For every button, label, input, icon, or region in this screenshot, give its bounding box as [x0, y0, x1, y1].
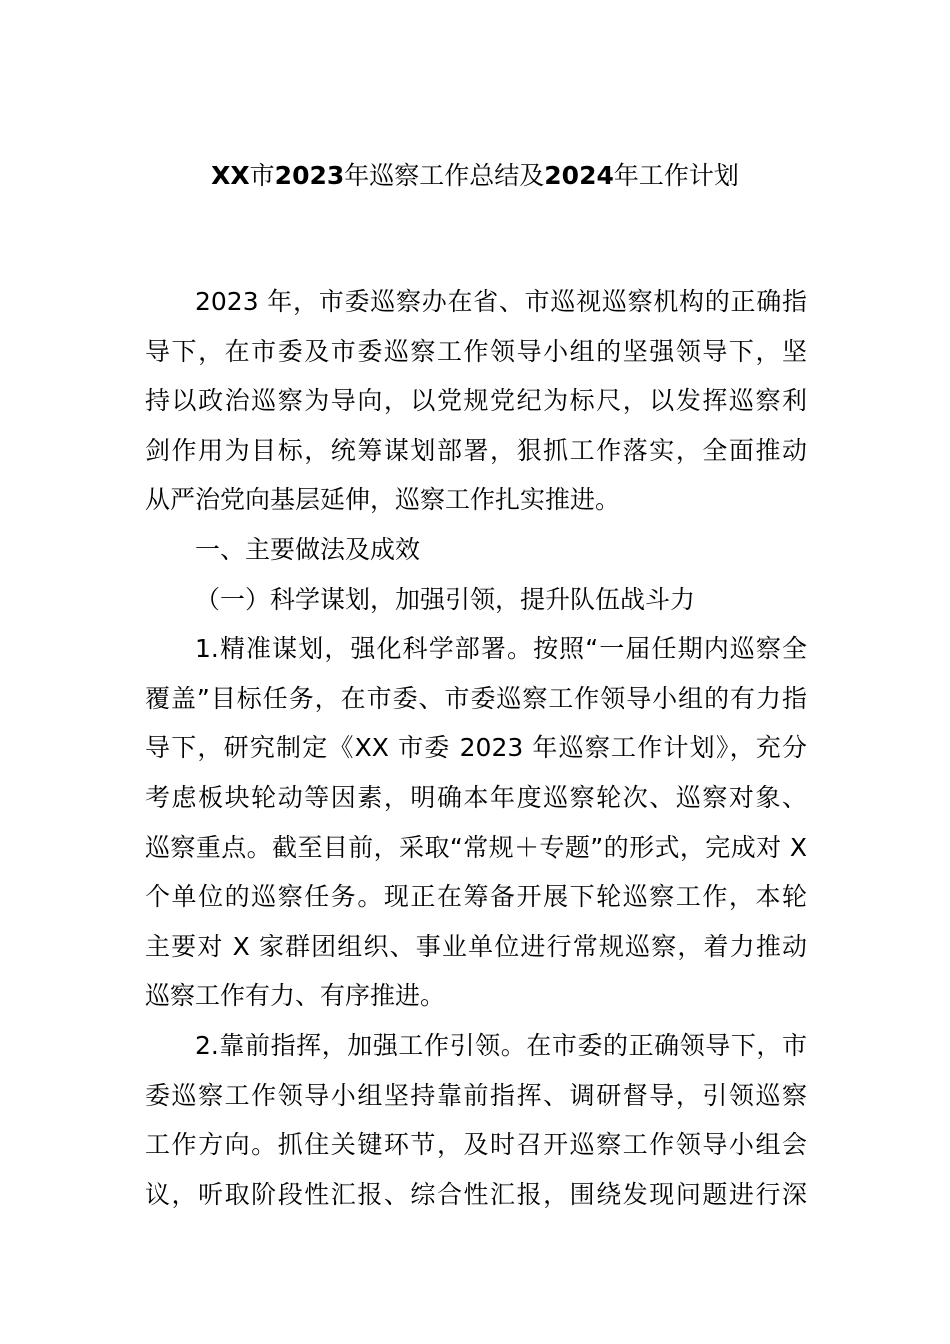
paragraph-line: 覆盖”目标任务，在市委、市委巡察工作领导小组的有力指: [145, 683, 807, 713]
paragraph-line: 导下，在市委及市委巡察工作领导小组的坚强领导下，坚: [145, 336, 807, 366]
paragraph-line: 委巡察工作领导小组坚持靠前指挥、调研督导，引领巡察: [145, 1080, 807, 1110]
paragraph-line: 议，听取阶段性汇报、综合性汇报，围绕发现问题进行深: [145, 1179, 807, 1209]
paragraph-line: 个单位的巡察任务。现正在筹备开展下轮巡察工作，本轮: [145, 882, 807, 912]
paragraph-line: 主要对 X 家群团组织、事业单位进行常规巡察，着力推动: [145, 931, 807, 961]
paragraph-line: 剑作用为目标，统筹谋划部署，狠抓工作落实，全面推动: [145, 435, 807, 465]
paragraph-line: 巡察工作有力、有序推进。: [145, 981, 446, 1011]
paragraph-line: 导下，研究制定《XX 市委 2023 年巡察工作计划》，充分: [145, 733, 807, 763]
paragraph-line: 工作方向。抓住关键环节，及时召开巡察工作领导小组会: [145, 1130, 807, 1160]
title-part-year-2024: 2024: [544, 161, 614, 190]
paragraph-line: 巡察重点。截至目前，采取“常规＋专题”的形式，完成对 X: [145, 832, 807, 862]
title-part-plan: 年工作计划: [613, 161, 739, 190]
title-part-year-2023: 2023: [274, 161, 345, 190]
paragraph-line: 持以政治巡察为导向，以党规党纪为标尺，以发挥巡察利: [145, 386, 807, 416]
title-part-summary: 年巡察工作总结及: [344, 161, 545, 190]
document-title: [0, 158, 950, 194]
title-part-city: 市: [249, 161, 275, 190]
paragraph-line: 1.精准谋划，强化科学部署。按照“一届任期内巡察全: [195, 634, 807, 664]
paragraph-line: 从严治党向基层延伸，巡察工作扎实推进。: [145, 485, 621, 515]
paragraph-line: 2023 年，市委巡察办在省、市巡视巡察机构的正确指: [195, 287, 807, 316]
section-heading: 一、主要做法及成效: [195, 534, 421, 564]
document-body: [145, 277, 807, 1219]
title-part-xx: XX: [211, 161, 250, 190]
paragraph-line: 考虑板块轮动等因素，明确本年度巡察轮次、巡察对象、: [145, 782, 807, 812]
subsection-heading: （一）科学谋划，加强引领，提升队伍战斗力: [195, 584, 696, 614]
paragraph-line: 2.靠前指挥，加强工作引领。在市委的正确领导下，市: [195, 1030, 807, 1060]
